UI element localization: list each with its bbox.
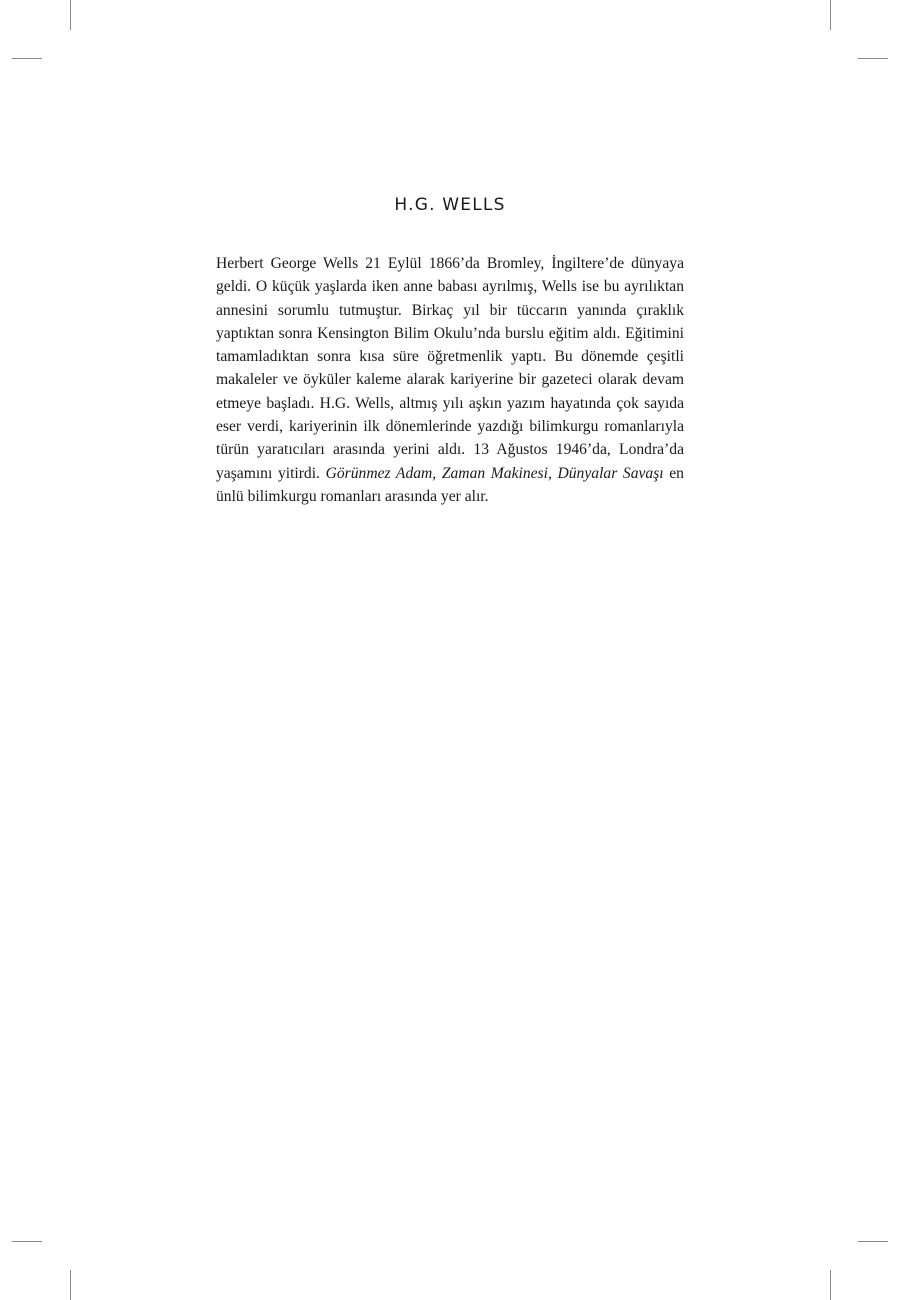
- crop-mark-bottom-right-vertical: [830, 1270, 831, 1300]
- crop-mark-top-right-vertical: [830, 0, 831, 30]
- crop-mark-bottom-left-horizontal: [12, 1241, 42, 1242]
- biography-text-main: Herbert George Wells 21 Eylül 1866’da Bromley, İngiltere’de dünyaya geldi. O küçük yaşlarda iken anne babası ayrılmış, Wells ise bu ayrılıktan annesini sorumlu tutmuştur. Birkaç yıl bir tüccarın yanında çıraklık yaptıktan sonra Kensington Bilim Okulu’nda burslu eğitim aldı. Eğitimini tamamladıktan sonra kısa süre öğretmenlik yaptı. Bu dönemde çeşitli makaleler ve öyküler kaleme alarak kariyerine bir gazeteci olarak devam etmeye başladı. H.G. Wells, altmış yılı aşkın yazım hayatında çok sayıda eser verdi, kariyerinin ilk dönemlerinde yazdığı bilimkurgu romanlarıyla türün yaratıcıları arasında yerini aldı. 13 Ağustos 1946’da, Londra’da yaşamını yitirdi.: [216, 255, 684, 482]
- crop-mark-top-left-horizontal: [12, 58, 42, 59]
- crop-mark-bottom-left-vertical: [70, 1270, 71, 1300]
- crop-mark-top-right-horizontal: [858, 58, 888, 59]
- crop-mark-top-left-vertical: [70, 0, 71, 30]
- author-biography: [216, 252, 684, 508]
- crop-mark-bottom-right-horizontal: [858, 1241, 888, 1242]
- author-title: H.G. WELLS: [394, 195, 506, 215]
- biography-text-end: en ünlü bilimkurgu romanları arasında yer alır.: [216, 464, 684, 505]
- biography-book-titles: Görünmez Adam, Zaman Makinesi, Dünyalar Savaşı: [325, 464, 664, 482]
